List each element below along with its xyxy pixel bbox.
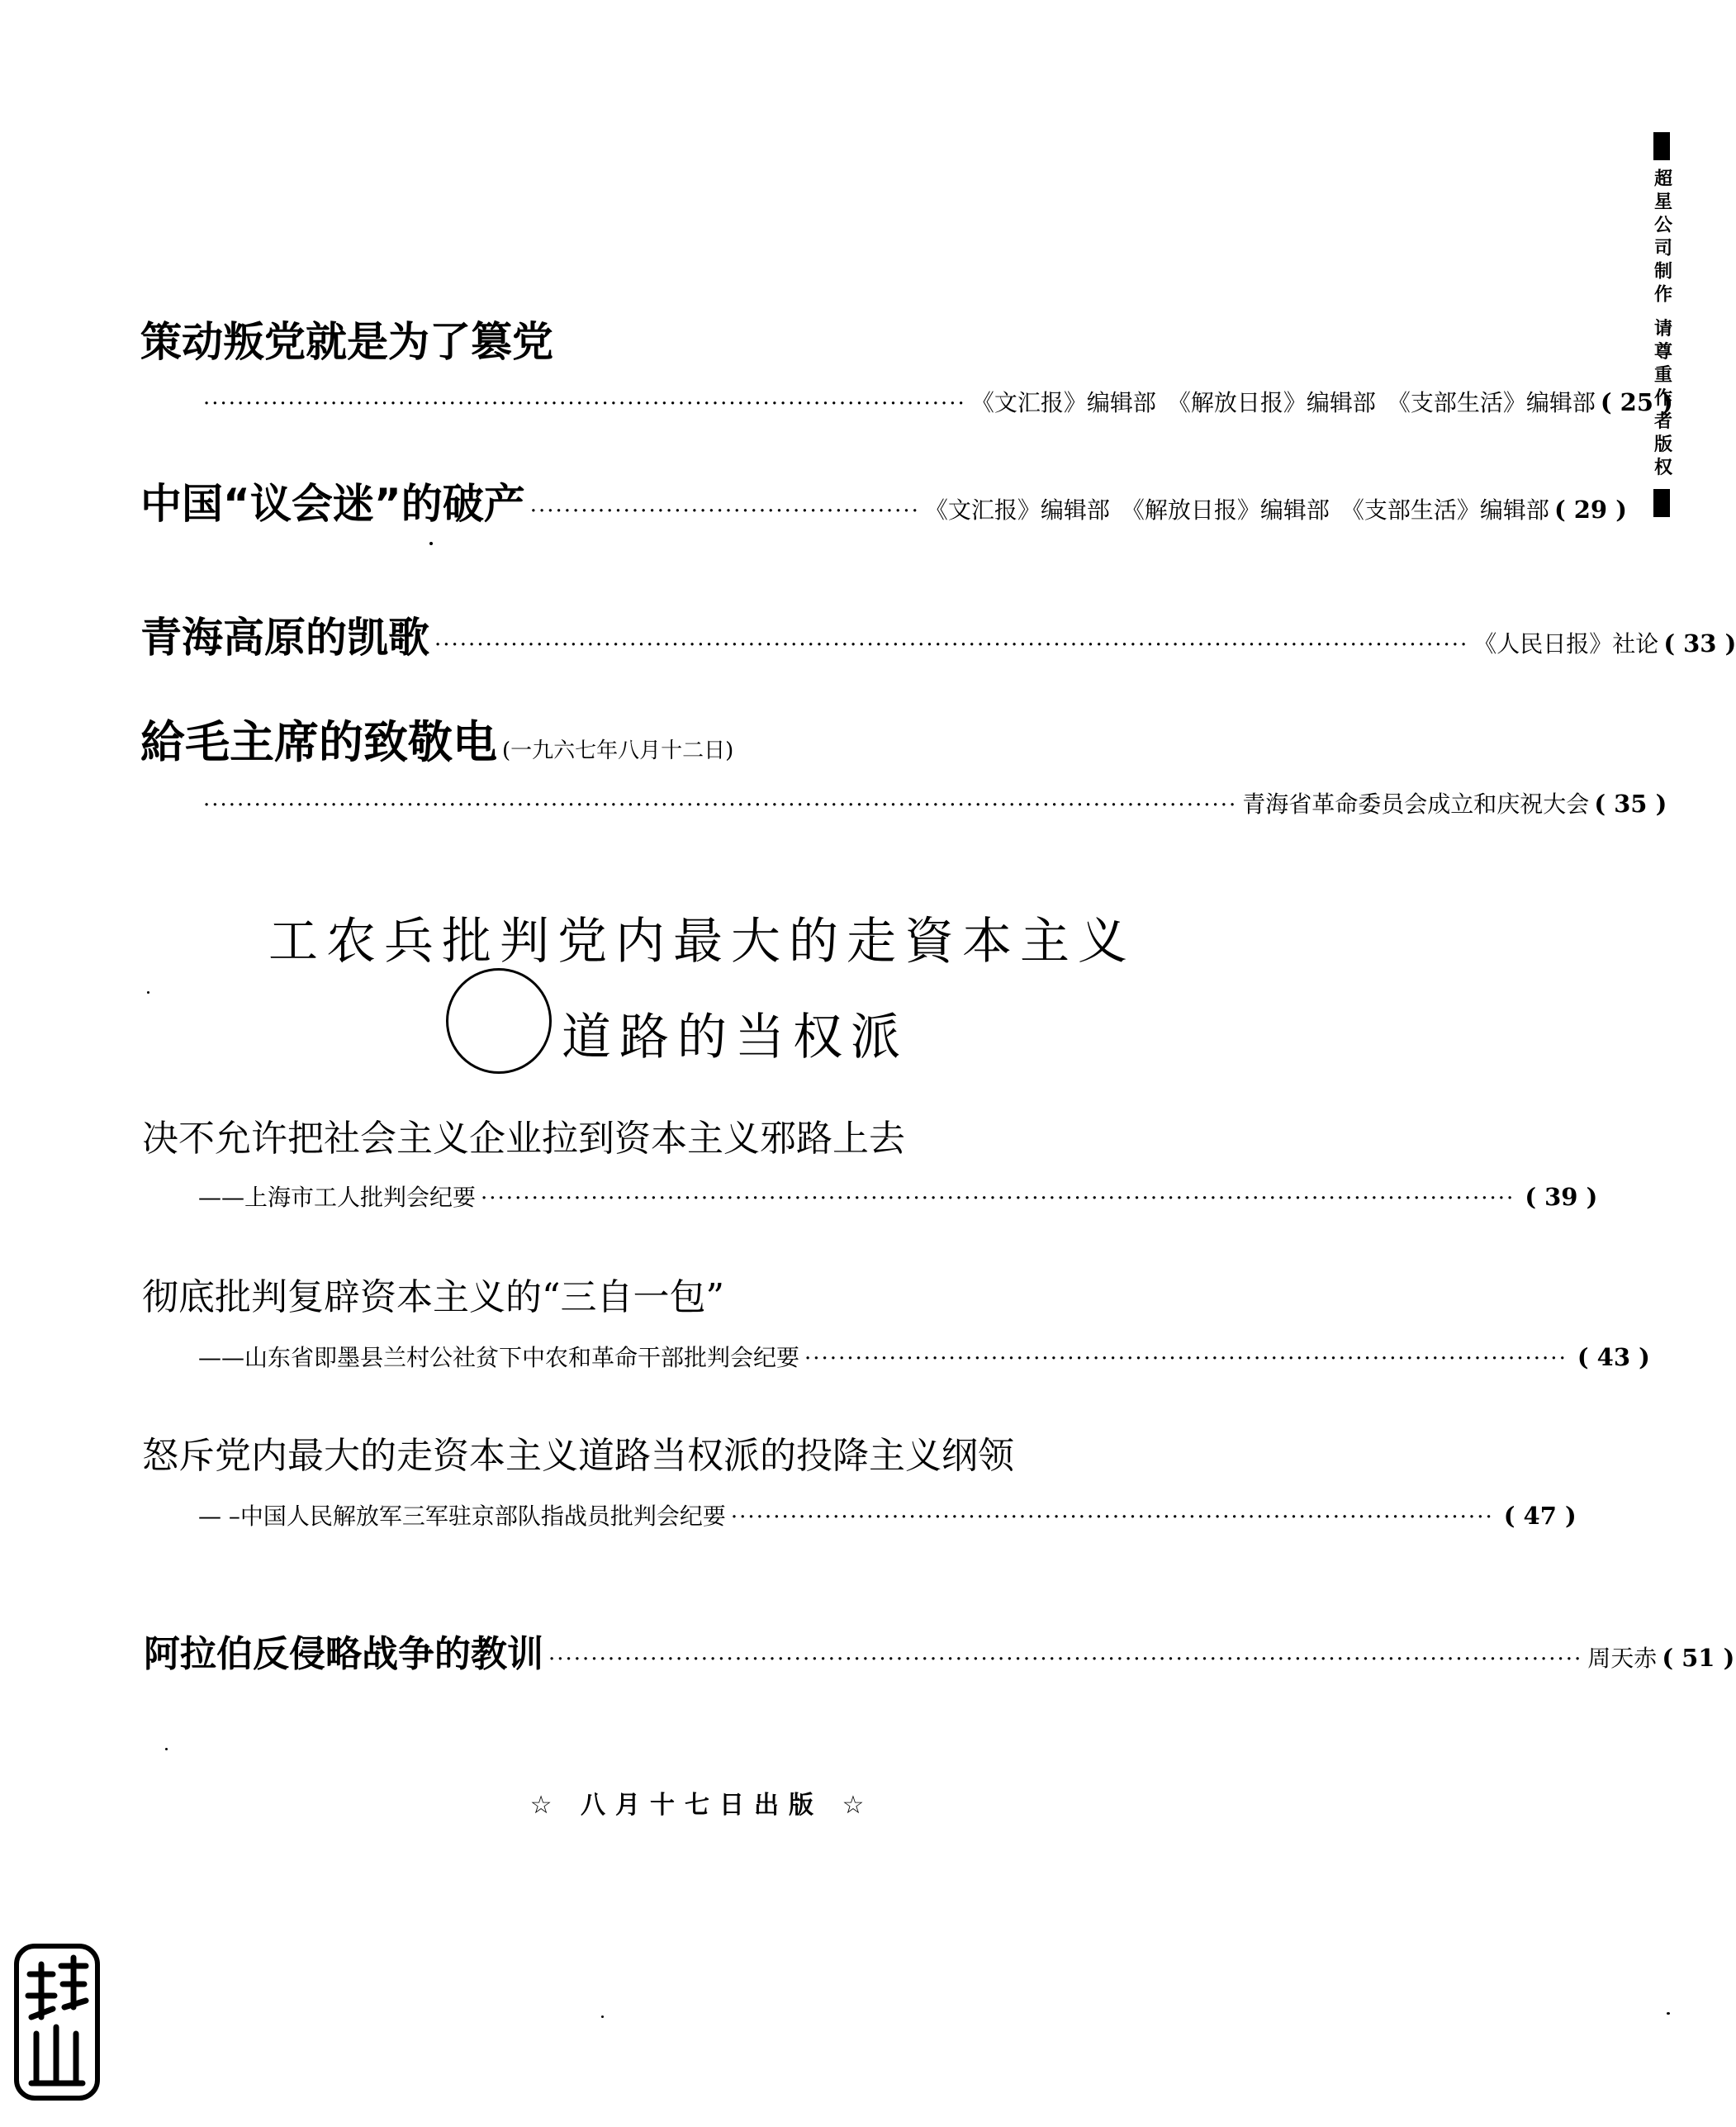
dot-leader: ·························································································································· — [548, 1647, 1583, 1672]
dot-leader: ·························································································· — [730, 1505, 1494, 1530]
scan-speck — [1667, 2012, 1670, 2015]
side-bar-top — [1653, 132, 1670, 160]
section-entry-2-subtitle-row — [198, 1340, 1650, 1373]
toc-entry-4-source-row — [198, 786, 1667, 819]
entry-source: 青海省革命委员会成立和庆祝大会 — [1242, 791, 1590, 818]
dot-leader: ·············································· — [529, 499, 920, 524]
toc-entry-3-row — [140, 605, 1736, 664]
toc-entry-2-row — [140, 471, 1627, 530]
entry-title: 怒斥党内最大的走资本主义道路当权派的投降主义纲领 — [142, 1435, 1014, 1477]
seal-stamp-icon — [12, 1941, 102, 2103]
toc-entry-1-title-row — [140, 309, 1239, 368]
dot-leader: ·························································································································· — [481, 1186, 1515, 1211]
page-number: ( 33 ) — [1663, 629, 1736, 658]
dot-leader: ·························································································· — [804, 1346, 1568, 1371]
section-entry-2-title-row — [142, 1267, 724, 1320]
page-number: ( 43 ) — [1577, 1343, 1650, 1371]
toc-entry-4-title-row — [140, 707, 1239, 771]
hand-drawn-circle-mark — [446, 968, 552, 1074]
entry-subtitle: ——山东省即墨县兰村公社贫下中农和革命干部批判会纪要 — [198, 1344, 800, 1371]
entry-title: 青海高原的凯歌 — [140, 614, 429, 662]
dot-leader: ·························································································· — [203, 392, 966, 416]
entry-title: 彻底批判复辟资本主义的“三自一包” — [142, 1276, 724, 1318]
dot-leader: ·························································································································· — [434, 633, 1469, 658]
entry-title: 中国“议会迷”的破产 — [140, 480, 525, 528]
scan-speck — [165, 1748, 168, 1750]
page-number: ( 29 ) — [1553, 496, 1627, 524]
dot-leader: ·························································································································· — [203, 793, 1238, 818]
entry-title-date-note: (一九六七年八月十二日) — [502, 738, 734, 763]
entry-title: 給毛主席的致敬电 — [140, 715, 497, 768]
page-number: ( 51 ) — [1662, 1644, 1735, 1672]
entry-subtitle: ——上海市工人批判会纪要 — [198, 1184, 477, 1211]
entry-subtitle: — –中国人民解放军三军驻京部队指战员批判会纪要 — [198, 1503, 726, 1530]
toc-entry-1-source-row — [198, 385, 1673, 418]
page-number: ( 25 ) — [1600, 388, 1673, 416]
entry-source: 《文汇报》编辑部 《解放日报》编辑部 《支部生活》编辑部 — [924, 496, 1549, 524]
section-heading-line-2: 道路的当权派 — [562, 1009, 908, 1066]
scan-speck — [147, 991, 149, 994]
entry-title: 阿拉伯反侵略战争的教训 — [144, 1633, 543, 1675]
section-entry-3-title-row — [142, 1426, 1014, 1479]
entry-source: 《文汇报》编辑部 《解放日报》编辑部 《支部生活》编辑部 — [970, 389, 1596, 416]
section-entry-1-title-row — [142, 1109, 905, 1161]
toc-entry-final-row — [144, 1624, 1735, 1677]
entry-title: 策动叛党就是为了篡党 — [140, 318, 553, 366]
side-watermark-strip — [1644, 132, 1680, 517]
scan-speck — [429, 542, 433, 545]
entry-source: 《人民日报》社论 — [1473, 630, 1659, 658]
section-entry-1-subtitle-row — [198, 1180, 1598, 1213]
entry-title: 决不允许把社会主义企业拉到资本主义邪路上去 — [142, 1118, 905, 1160]
side-bar-bottom — [1653, 489, 1670, 517]
entry-source: 周天赤 — [1587, 1645, 1658, 1672]
scan-speck — [601, 2015, 604, 2018]
page-number: ( 35 ) — [1594, 790, 1667, 818]
section-entry-3-subtitle-row — [198, 1498, 1577, 1531]
page-number: ( 47 ) — [1503, 1502, 1577, 1530]
side-watermark-text: 超星公司制作 请尊重作者版权 — [1651, 169, 1672, 481]
page-number: ( 39 ) — [1525, 1183, 1598, 1211]
section-heading-line-1: 工农兵批判党内最大的走資本主义 — [268, 913, 1136, 971]
publication-date-footer: ☆ 八月十七日出版 ☆ — [529, 1791, 875, 1820]
